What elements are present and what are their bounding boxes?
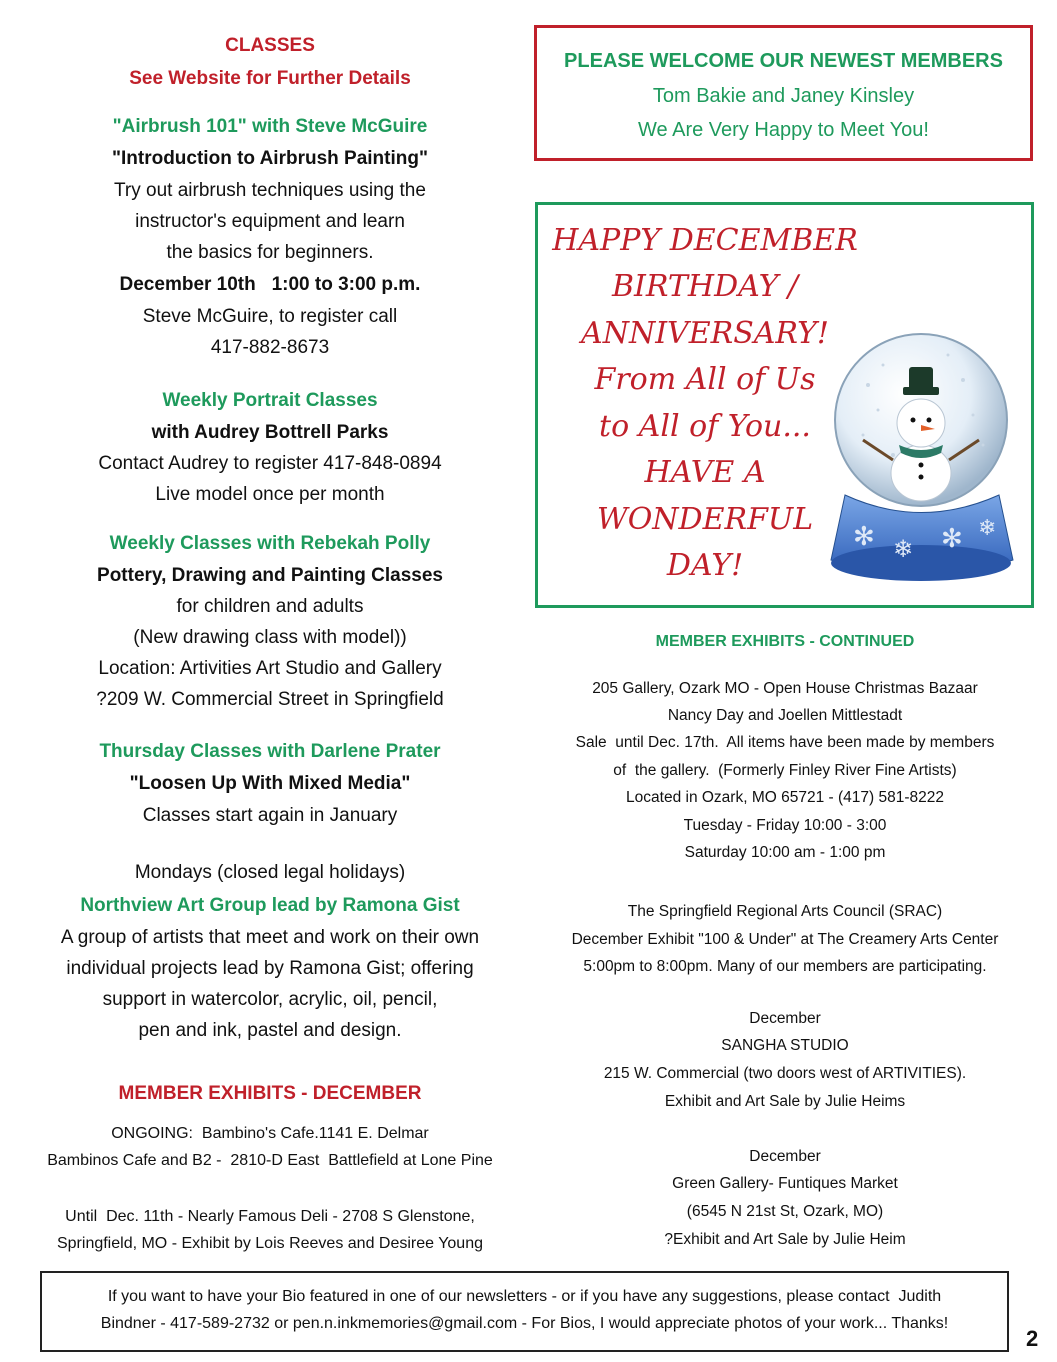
svg-text:❄: ❄	[978, 516, 997, 541]
northview-line-2: individual projects lead by Ramona Gist; offering	[66, 958, 474, 979]
exhibits-december-line-3: Until Dec. 11th - Nearly Famous Deli - 2708 S Glenstone,	[65, 1208, 475, 1225]
airbrush-title: "Airbrush 101" with Steve McGuire	[112, 116, 428, 137]
footer-line-1: If you want to have your Bio featured in one of our newsletters - or if you have any suggestions, please contact Judith	[107, 1288, 942, 1305]
gallery205-line: 205 Gallery, Ozark MO - Open House Christmas Bazaar	[592, 680, 978, 697]
footer-line-2: Bindner - 417-589-2732 or pen.n.inkmemories@gmail.com - For Bios, I would appreciate photos of your work... Thanks!	[100, 1315, 949, 1332]
portrait-line-1: Contact Audrey to register 417-848-0894	[98, 453, 442, 474]
northview-title: Northview Art Group lead by Ramona Gist	[80, 895, 460, 916]
page-number: 2	[1026, 1326, 1039, 1351]
sangha-line: SANGHA STUDIO	[721, 1037, 849, 1054]
green-gallery-line: ?Exhibit and Art Sale by Julie Heim	[664, 1231, 906, 1248]
northview-pre: Mondays (closed legal holidays)	[134, 862, 406, 883]
airbrush-contact-2: 417-882-8673	[210, 337, 330, 358]
gallery205-line: Sale until Dec. 17th. All items have been made by members	[575, 734, 995, 751]
airbrush-desc-2: instructor's equipment and learn	[135, 211, 405, 232]
exhibits-december-heading: MEMBER EXHIBITS - DECEMBER	[118, 1083, 422, 1104]
airbrush-subtitle: "Introduction to Airbrush Painting"	[111, 148, 428, 169]
welcome-names: Tom Bakie and Janey Kinsley	[652, 85, 915, 107]
footer-box	[40, 1271, 1009, 1352]
exhibits-december-line-1: ONGOING: Bambino's Cafe.1141 E. Delmar	[111, 1125, 429, 1142]
rebekah-line-3: Location: Artivities Art Studio and Gallery	[98, 658, 442, 679]
rebekah-subtitle: Pottery, Drawing and Painting Classes	[97, 565, 443, 586]
rebekah-title: Weekly Classes with Rebekah Polly	[109, 533, 431, 554]
svg-text:❄: ❄	[893, 535, 914, 563]
birthday-line: From All of Us	[594, 362, 816, 397]
gallery205-line: Nancy Day and Joellen Mittlestadt	[667, 707, 903, 724]
airbrush-desc-1: Try out airbrush techniques using the	[114, 180, 426, 201]
gallery205-line: Saturday 10:00 am - 1:00 pm	[684, 844, 886, 861]
sangha-line: December	[749, 1010, 821, 1027]
exhibits-december-line-2: Bambinos Cafe and B2 - 2810-D East Battlefield at Lone Pine	[47, 1152, 493, 1169]
airbrush-desc-3: the basics for beginners.	[166, 242, 374, 263]
sangha-line: 215 W. Commercial (two doors west of ARTIVITIES).	[603, 1065, 967, 1082]
darlene-line-1: Classes start again in January	[142, 805, 398, 826]
welcome-heading: PLEASE WELCOME OUR NEWEST MEMBERS	[564, 50, 1003, 72]
welcome-box	[534, 25, 1033, 161]
srac-line: December Exhibit "100 & Under" at The Creamery Arts Center	[571, 931, 999, 948]
rebekah-line-4: ?209 W. Commercial Street in Springfield	[96, 689, 444, 710]
green-gallery-line: (6545 N 21st St, Ozark, MO)	[686, 1203, 884, 1220]
welcome-message: We Are Very Happy to Meet You!	[638, 119, 929, 141]
sangha-line: Exhibit and Art Sale by Julie Heims	[664, 1093, 906, 1110]
green-gallery-line: Green Gallery- Funtiques Market	[672, 1175, 898, 1192]
birthday-line: BIRTHDAY /	[611, 269, 799, 304]
northview-line-4: pen and ink, pastel and design.	[138, 1020, 402, 1041]
airbrush-date: December 10th 1:00 to 3:00 p.m.	[119, 274, 421, 295]
darlene-title: Thursday Classes with Darlene Prater	[99, 741, 441, 762]
northview-line-3: support in watercolor, acrylic, oil, pencil,	[102, 989, 438, 1010]
northview-line-1: A group of artists that meet and work on their own	[60, 927, 480, 948]
green-gallery-line: December	[749, 1148, 821, 1165]
darlene-subtitle: "Loosen Up With Mixed Media"	[129, 773, 411, 794]
exhibits-december-line-4: Springfield, MO - Exhibit by Lois Reeves and Desiree Young	[56, 1235, 483, 1252]
svg-text:✻: ✻	[941, 524, 963, 554]
birthday-line: DAY!	[666, 548, 744, 583]
exhibits-continued-heading: MEMBER EXHIBITS - CONTINUED	[655, 633, 915, 650]
srac-line: 5:00pm to 8:00pm. Many of our members are participating.	[583, 958, 987, 975]
portrait-title: Weekly Portrait Classes	[162, 390, 378, 411]
birthday-line: ANNIVERSARY!	[581, 316, 829, 351]
svg-text:✻: ✻	[853, 522, 875, 552]
srac-line: The Springfield Regional Arts Council (SRAC)	[627, 903, 943, 920]
birthday-line: HAVE A	[644, 455, 766, 490]
birthday-line: WONDERFUL	[596, 502, 814, 537]
portrait-line-2: Live model once per month	[155, 484, 385, 505]
birthday-box	[535, 202, 1034, 608]
classes-subheading: See Website for Further Details	[129, 68, 411, 89]
snow-globe-illustration	[823, 325, 1023, 595]
gallery205-line: of the gallery. (Formerly Finley River Fine Artists)	[613, 762, 957, 779]
birthday-line: to All of You...	[599, 409, 811, 444]
rebekah-line-1: for children and adults	[176, 596, 364, 617]
classes-heading: CLASSES	[225, 35, 315, 56]
gallery205-line: Located in Ozark, MO 65721 - (417) 581-8222	[626, 789, 944, 806]
rebekah-line-2: (New drawing class with model))	[133, 627, 407, 648]
birthday-line: HAPPY DECEMBER	[552, 223, 858, 258]
gallery205-line: Tuesday - Friday 10:00 - 3:00	[683, 817, 887, 834]
airbrush-contact-1: Steve McGuire, to register call	[142, 306, 398, 327]
portrait-subtitle: with Audrey Bottrell Parks	[151, 422, 389, 443]
